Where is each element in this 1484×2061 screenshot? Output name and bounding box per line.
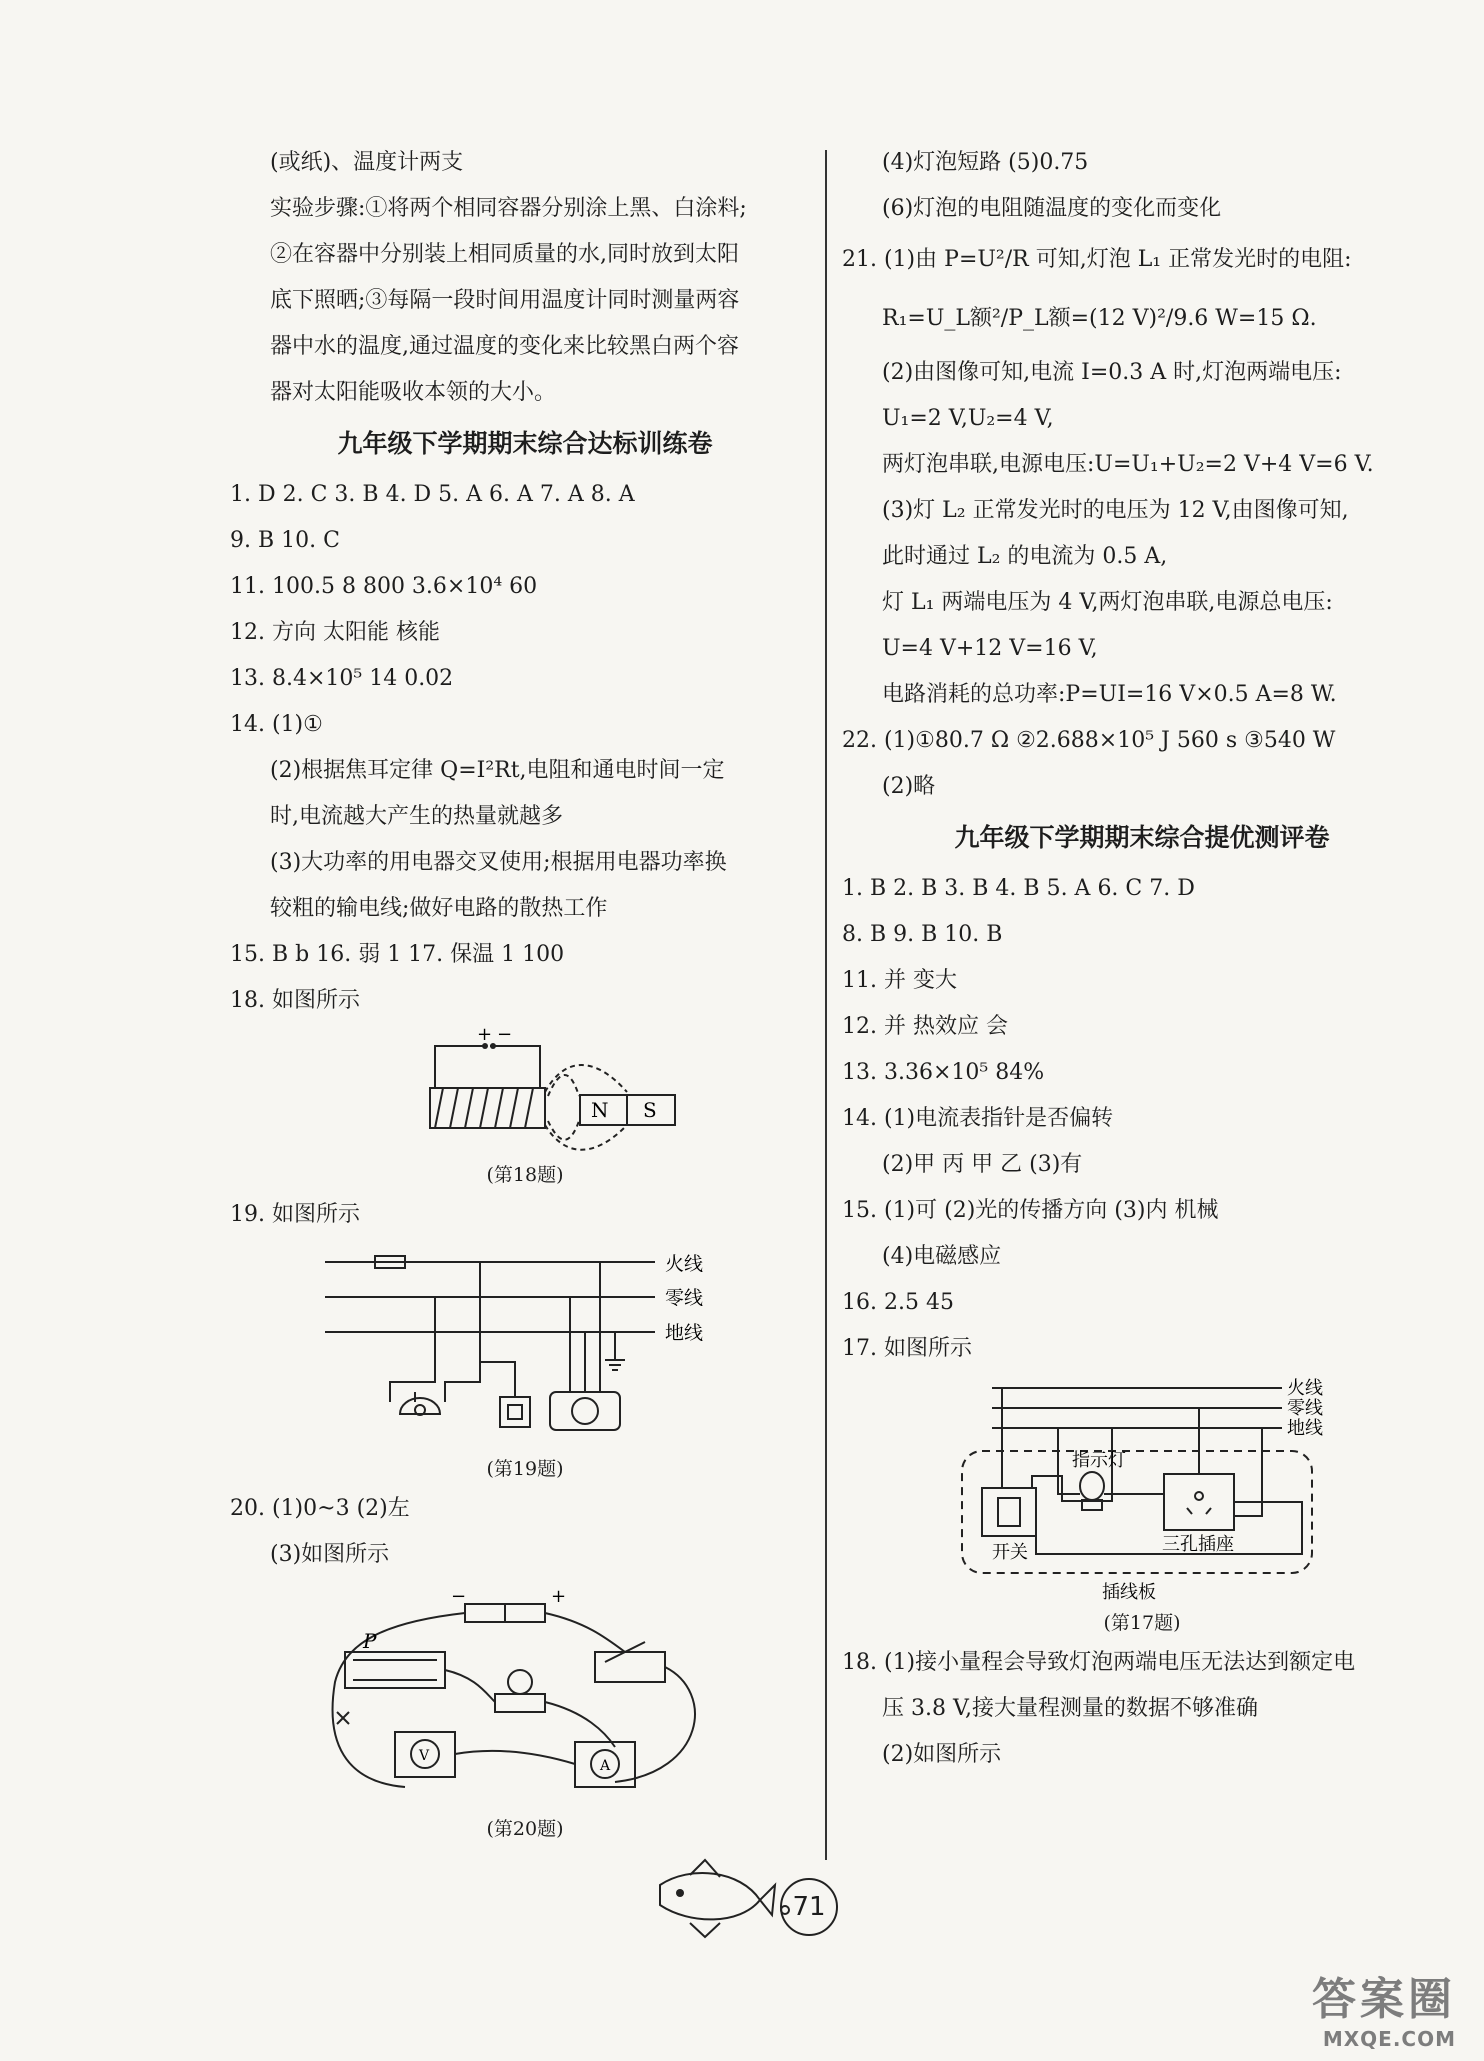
answer-line: 较粗的输电线;做好电路的散热工作 (270, 896, 608, 921)
answer-line: 器对太阳能吸收本领的大小。 (270, 380, 557, 405)
page-number: 71 (780, 1878, 838, 1936)
answer-line: 13. 8.4×10⁵ 14 0.02 (230, 666, 454, 691)
answer-line: 器中水的温度,通过温度的变化来比较黑白两个容 (270, 334, 739, 359)
battery-plus: + (551, 1586, 567, 1607)
answer-line: 两灯泡串联,电源电压:U=U₁+U₂=2 V+4 V=6 V. (882, 452, 1374, 477)
answer-line: 21. (1)由 P=U²/R 可知,灯泡 L₁ 正常发光时的电阻: (842, 247, 1352, 272)
answer-line: 17. 如图所示 (842, 1336, 972, 1361)
answer-line: ②在容器中分别装上相同质量的水,同时放到太阳 (270, 242, 739, 267)
left-column (230, 140, 820, 1846)
answer-line: 14. (1)电流表指针是否偏转 (842, 1106, 1114, 1131)
answer-line: 底下照晒;③每隔一段时间用温度计同时测量两容 (270, 288, 740, 313)
answer-line: 13. 3.36×10⁵ 84% (842, 1060, 1045, 1085)
answer-line: U=4 V+12 V=16 V, (882, 636, 1098, 661)
fig17-power-strip-diagram (932, 1376, 1352, 1606)
watermark-url: MXQE.COM (1322, 2027, 1456, 2051)
neutral-wire-label: 零线 (1287, 1398, 1323, 1419)
ground-wire-label: 地线 (665, 1322, 704, 1344)
answer-line: (3)大功率的用电器交叉使用;根据用电器功率换 (270, 850, 727, 875)
answer-line: (2)甲 丙 甲 乙 (3)有 (882, 1152, 1083, 1177)
answer-line: 22. (1)①80.7 Ω ②2.688×10⁵ J 560 s ③540 W (842, 728, 1336, 753)
answer-line: 12. 方向 太阳能 核能 (230, 620, 440, 645)
switch-label: 开关 (992, 1542, 1028, 1563)
answer-line: R₁=U_L额²/P_L额=(12 V)²/9.6 W=15 Ω. (882, 306, 1317, 331)
figure-caption: (第18题) (486, 1164, 564, 1186)
indicator-lamp-label: 指示灯 (1072, 1450, 1126, 1471)
answer-line: 此时通过 L₂ 的电流为 0.5 A, (882, 544, 1168, 569)
answer-line: 14. (1)① (230, 712, 323, 737)
fig20-experiment-circuit-diagram (305, 1582, 745, 1812)
answer-line: 1. B 2. B 3. B 4. B 5. A 6. C 7. D (842, 876, 1195, 901)
answer-line: 实验步骤:①将两个相同容器分别涂上黑、白涂料; (270, 196, 747, 221)
plus-terminal: + (477, 1028, 493, 1045)
battery-minus: − (451, 1586, 467, 1607)
ammeter-label: A (600, 1758, 611, 1774)
answer-line: (2)由图像可知,电流 I=0.3 A 时,灯泡两端电压: (882, 360, 1342, 385)
answer-line: 11. 100.5 8 800 3.6×10⁴ 60 (230, 574, 538, 599)
answer-line: 电路消耗的总功率:P=UI=16 V×0.5 A=8 W. (882, 682, 1337, 707)
answer-line: 18. (1)接小量程会导致灯泡两端电压无法达到额定电 (842, 1650, 1356, 1675)
answer-line: 12. 并 热效应 会 (842, 1014, 1008, 1039)
magnet-south-label: S (643, 1098, 657, 1122)
answer-line: (3)如图所示 (270, 1542, 390, 1567)
rheostat-slider-label: P (363, 1629, 377, 1653)
fig19-household-circuit-diagram (315, 1242, 735, 1452)
answer-line: 压 3.8 V,接大量程测量的数据不够准确 (882, 1696, 1259, 1721)
answer-line: U₁=2 V,U₂=4 V, (882, 406, 1054, 431)
answer-line: (2)略 (882, 774, 936, 799)
answer-line: 20. (1)0~3 (2)左 (230, 1496, 410, 1521)
answer-line: (6)灯泡的电阻随温度的变化而变化 (882, 196, 1222, 221)
figure-caption: (第17题) (1103, 1612, 1181, 1634)
fire-wire-label: 火线 (1287, 1378, 1323, 1399)
answer-line: 9. B 10. C (230, 528, 340, 553)
three-hole-socket-label: 三孔插座 (1162, 1534, 1234, 1555)
answer-line: (4)灯泡短路 (5)0.75 (882, 150, 1089, 175)
answer-line: 1. D 2. C 3. B 4. D 5. A 6. A 7. A 8. A (230, 482, 635, 507)
ground-wire-label: 地线 (1287, 1418, 1323, 1439)
answer-line: 时,电流越大产生的热量就越多 (270, 804, 563, 829)
section-heading: 九年级下学期期末综合提优测评卷 (954, 823, 1330, 852)
answer-line: 8. B 9. B 10. B (842, 922, 1003, 947)
answer-line: (或纸)、温度计两支 (270, 150, 464, 175)
voltmeter-label: V (419, 1748, 430, 1764)
answer-line: (3)灯 L₂ 正常发光时的电压为 12 V,由图像可知, (882, 498, 1349, 523)
answer-line: 11. 并 变大 (842, 968, 957, 993)
answer-line: 16. 2.5 45 (842, 1290, 954, 1315)
figure-caption: (第20题) (486, 1818, 564, 1840)
fig18-electromagnet-diagram (365, 1028, 685, 1158)
right-column (842, 140, 1442, 1778)
power-strip-label: 插线板 (1102, 1582, 1156, 1603)
answer-line: (2)根据焦耳定律 Q=I²Rt,电阻和通电时间一定 (270, 758, 725, 783)
answer-line: (2)如图所示 (882, 1742, 1002, 1767)
answer-line: 15. B b 16. 弱 1 17. 保温 1 100 (230, 942, 565, 967)
figure-caption: (第19题) (486, 1458, 564, 1480)
answer-line: 19. 如图所示 (230, 1202, 360, 1227)
fire-wire-label: 火线 (665, 1253, 704, 1275)
column-divider (825, 150, 827, 1860)
watermark-logo (1312, 1963, 1456, 2051)
section-heading: 九年级下学期期末综合达标训练卷 (337, 429, 713, 458)
neutral-wire-label: 零线 (665, 1287, 704, 1309)
minus-terminal: − (497, 1028, 513, 1045)
watermark-text: 答案圈 (1312, 1974, 1456, 2025)
answer-line: 灯 L₁ 两端电压为 4 V,两灯泡串联,电源总电压: (882, 590, 1333, 615)
answer-line: (4)电磁感应 (882, 1244, 1002, 1269)
magnet-north-label: N (591, 1098, 609, 1122)
answer-line: 18. 如图所示 (230, 988, 360, 1013)
answer-line: 15. (1)可 (2)光的传播方向 (3)内 机械 (842, 1198, 1219, 1223)
